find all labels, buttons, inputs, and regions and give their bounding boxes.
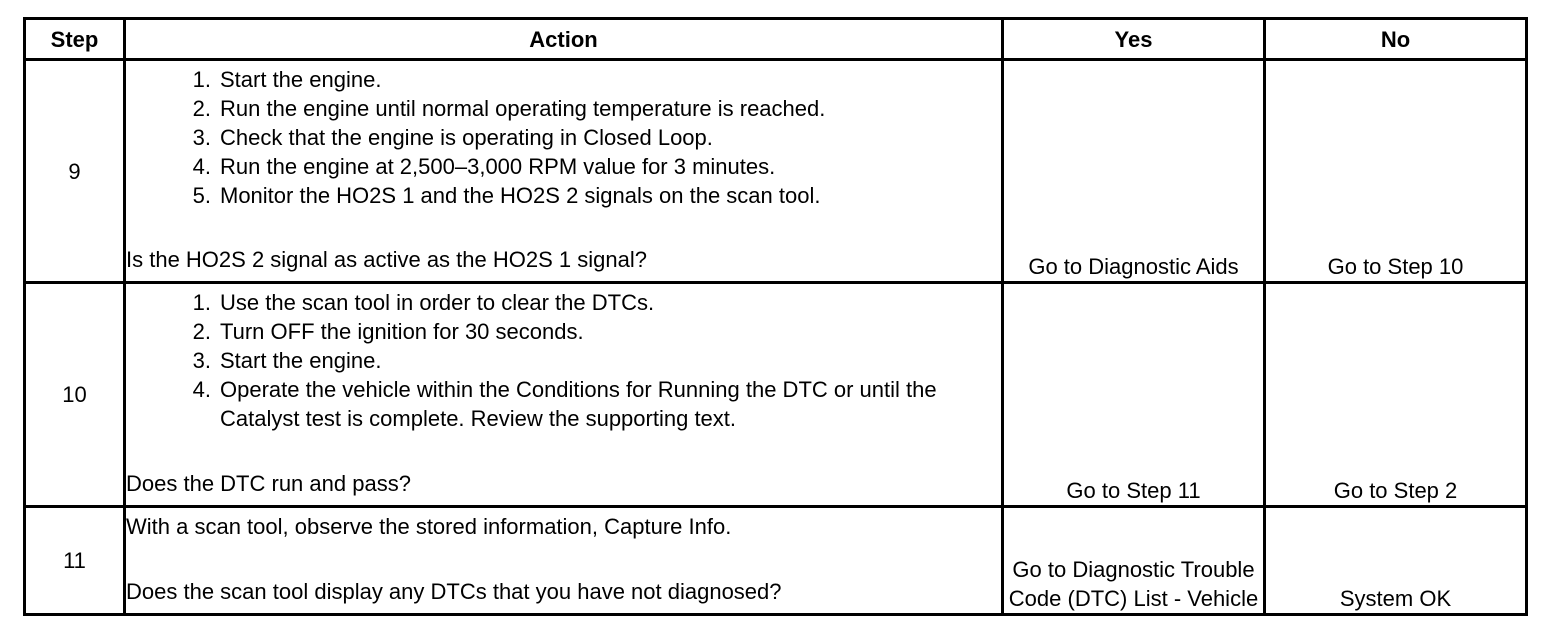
header-yes: Yes	[1003, 19, 1265, 60]
list-item: 4. Operate the vehicle within the Conditions for Running the DTC or until the Catalyst test is complete. Review the supporting text.	[192, 377, 937, 432]
no-result: System OK	[1265, 507, 1527, 615]
list-item: 3. Start the engine.	[192, 348, 382, 374]
diagnostic-table	[23, 17, 1528, 616]
no-result: Go to Step 2	[1265, 283, 1527, 507]
list-item: 2. Run the engine until normal operating temperature is reached.	[192, 96, 826, 121]
yes-result: Go to Diagnostic Trouble Code (DTC) List - Vehicle	[1003, 507, 1265, 615]
yes-result: Go to Diagnostic Aids	[1003, 60, 1265, 283]
no-result: Go to Step 10	[1265, 60, 1527, 283]
step-number: 9	[25, 60, 125, 283]
action-cell	[125, 283, 1003, 507]
step-number: 10	[25, 283, 125, 507]
table-row-step-10	[25, 283, 1527, 507]
list-item: 4. Run the engine at 2,500–3,000 RPM value for 3 minutes.	[192, 154, 776, 179]
action-question: Is the HO2S 2 signal as active as the HO2S 1 signal?	[126, 247, 647, 272]
action-steps-list	[126, 65, 1001, 210]
action-cell	[125, 60, 1003, 283]
list-item: 1. Start the engine.	[192, 67, 382, 92]
list-item: 1. Use the scan tool in order to clear the DTCs.	[192, 290, 655, 316]
action-instruction: With a scan tool, observe the stored information, Capture Info.	[126, 514, 732, 540]
table-row-step-9	[25, 60, 1527, 283]
yes-result: Go to Step 11	[1003, 283, 1265, 507]
action-cell	[125, 507, 1003, 615]
action-steps-list	[126, 288, 1001, 433]
step-number: 11	[25, 507, 125, 615]
list-item: 5. Monitor the HO2S 1 and the HO2S 2 signals on the scan tool.	[192, 183, 821, 208]
header-action: Action	[125, 19, 1003, 60]
header-row	[25, 19, 1527, 60]
list-item: 2. Turn OFF the ignition for 30 seconds.	[192, 319, 584, 345]
list-item: 3. Check that the engine is operating in Closed Loop.	[192, 125, 713, 150]
action-question: Does the DTC run and pass?	[126, 471, 411, 497]
action-question: Does the scan tool display any DTCs that you have not diagnosed?	[126, 579, 782, 605]
table-row-step-11	[25, 507, 1527, 615]
header-step: Step	[25, 19, 125, 60]
header-no: No	[1265, 19, 1527, 60]
